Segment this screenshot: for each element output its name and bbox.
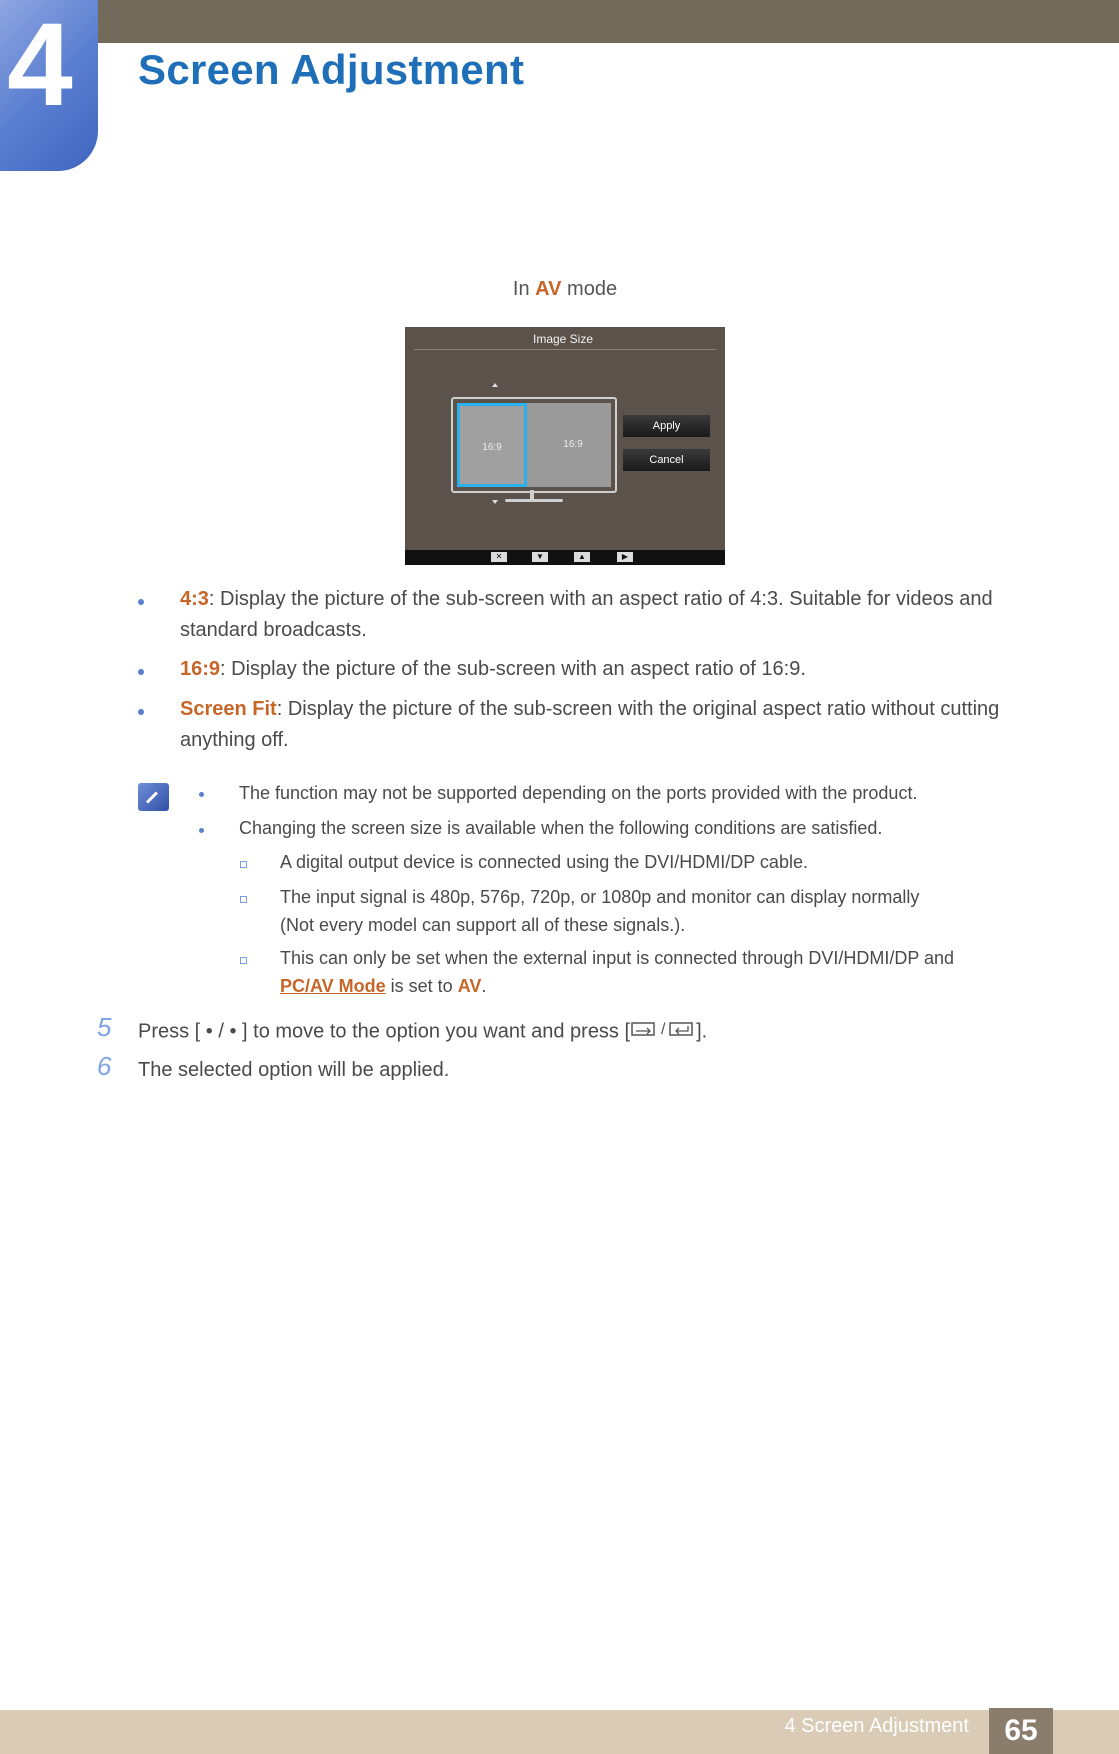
step-6-text: The selected option will be applied. (138, 1059, 450, 1081)
step-5-text: Press [ • / • ] to move to the option you want and press [ / ]. (138, 1019, 707, 1045)
chapter-tab (0, 0, 98, 171)
page-number: 65 (989, 1708, 1053, 1754)
svg-text:/: / (661, 1021, 666, 1038)
nav-keys: • / • (205, 1020, 237, 1043)
right-key-icon: ▶ (617, 552, 633, 562)
osd-stand-base (505, 499, 563, 502)
bullet-icon (199, 828, 204, 833)
osd-cancel-button[interactable]: Cancel (623, 449, 710, 471)
enter-key-icon (630, 1019, 696, 1045)
note-conditions: Changing the screen size is available when the following conditions are satisfied. (239, 818, 883, 838)
mode-name: AV (535, 278, 562, 300)
osd-title: Image Size (532, 332, 594, 346)
chapter-title: Screen Adjustment (138, 46, 525, 93)
header-bar (0, 0, 1119, 43)
osd-up-arrow-icon (492, 383, 498, 387)
option-4-3: 4:3: Display the picture of the sub-screen with an aspect ratio of 4:3. Suitable for videos and standard broadcasts. (180, 588, 993, 641)
osd-apply-button[interactable]: Apply (623, 415, 710, 437)
condition-digital-output: A digital output device is connected using the DVI/HDMI/DP cable. (280, 852, 808, 872)
osd-divider (414, 349, 716, 350)
up-key-icon: ▲ (574, 552, 590, 562)
condition-input-signal: The input signal is 480p, 576p, 720p, or 1080p and monitor can display normally (Not every model can support all of these signals.). (280, 887, 920, 935)
bullet-icon (138, 599, 144, 605)
option-16-9: 16:9: Display the picture of the sub-screen with an aspect ratio of 16:9. (180, 658, 806, 680)
step-number: 5 (97, 1012, 112, 1042)
footer-chapter-label: 4 Screen Adjustment (784, 1715, 969, 1737)
option-screen-fit: Screen Fit: Display the picture of the sub-screen with the original aspect ratio without cutting anything off. (180, 698, 1000, 751)
bullet-icon (199, 792, 204, 797)
bullet-icon (138, 669, 144, 675)
condition-external-input: This can only be set when the external input is connected through DVI/HDMI/DP and PC/AV Mode is set to AV. (280, 948, 955, 996)
step-number: 6 (97, 1051, 112, 1081)
chapter-number: 4 (7, 0, 73, 131)
osd-left-picture: 16:9 (457, 403, 527, 487)
down-key-icon: ▼ (532, 552, 548, 562)
pc-av-mode-link[interactable]: PC/AV Mode (280, 976, 386, 996)
close-key-icon: ✕ (491, 552, 507, 562)
square-bullet-icon (240, 861, 247, 868)
osd-right-picture: 16:9 (563, 439, 583, 450)
square-bullet-icon (240, 896, 247, 903)
note-ports: The function may not be supported depending on the ports provided with the product. (239, 783, 918, 803)
osd-key-guide (405, 550, 725, 565)
bullet-icon (138, 709, 144, 715)
osd-monitor-illustration (451, 397, 617, 493)
osd-down-arrow-icon (492, 500, 498, 504)
figure-caption: In AV mode (512, 278, 618, 300)
osd-screen (457, 403, 611, 487)
square-bullet-icon (240, 957, 247, 964)
note-icon (138, 783, 169, 811)
osd-screenshot (405, 327, 725, 565)
